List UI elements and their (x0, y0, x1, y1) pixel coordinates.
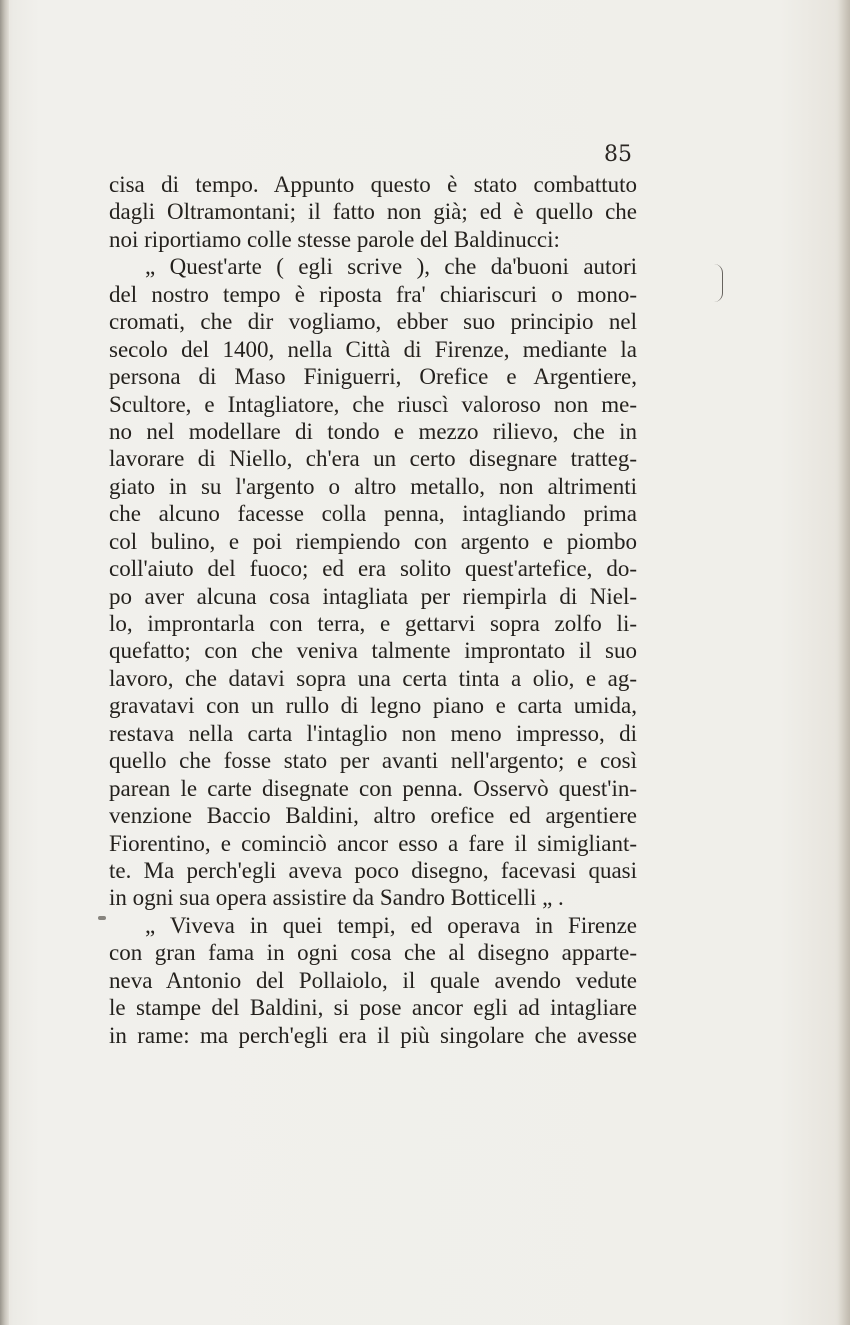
text-line: persona di Maso Finiguerri, Orefice e Argentiere, (109, 364, 637, 390)
text-line: quefatto; con che veniva talmente improntato il suo (109, 638, 637, 664)
text-line: quello che fosse stato per avanti nell'argento; e così (109, 748, 637, 774)
text-line: in ogni sua opera assistire da Sandro Botticelli „ . (109, 885, 564, 911)
text-line: che alcuno facesse colla penna, intagliando prima (109, 501, 637, 527)
page-left-edge (0, 0, 9, 1325)
text-line: secolo del 1400, nella Città di Firenze, mediante la (109, 336, 637, 362)
text-line: po aver alcuna cosa intagliata per riempirla di Niel- (109, 583, 637, 609)
text-line: del nostro tempo è riposta fra' chiariscuri o mono- (109, 281, 637, 307)
text-line: parean le carte disegnate con penna. Osservò quest'in- (109, 775, 637, 801)
text-line: le stampe del Baldini, si pose ancor egli ad intagliare (109, 995, 637, 1021)
text-line: venzione Baccio Baldini, altro orefice ed argentiere (109, 803, 637, 829)
margin-pencil-mark (714, 264, 723, 302)
text-line: noi riportiamo colle stesse parole del Baldinucci: (109, 226, 560, 252)
text-line: „ Viveva in quei tempi, ed operava in Firenze (145, 912, 637, 938)
body-text (109, 171, 637, 1049)
text-line: in rame: ma perch'egli era il più singolare che avesse (109, 1022, 637, 1048)
text-line: dagli Oltramontani; il fatto non già; ed è quello che (109, 199, 637, 225)
text-line: giato in su l'argento o altro metallo, non altrimenti (109, 473, 637, 499)
text-line: col bulino, e poi riempiendo con argento e piombo (109, 528, 637, 554)
text-line: Fiorentino, e cominciò ancor esso a fare il simigliant- (109, 830, 637, 856)
ink-spot (98, 916, 106, 920)
text-line: con gran fama in ogni cosa che al disegno apparte- (109, 940, 637, 966)
text-line: cromati, che dir vogliamo, ebber suo principio nel (109, 309, 637, 335)
page-number: 85 (604, 142, 632, 167)
text-line: te. Ma perch'egli aveva poco disegno, facevasi quasi (109, 857, 637, 883)
text-line: „ Quest'arte ( egli scrive ), che da'buoni autori (145, 254, 637, 280)
text-line: no nel modellare di tondo e mezzo rilievo, che in (109, 418, 637, 444)
text-line: coll'aiuto del fuoco; ed era solito quest'artefice, do- (109, 556, 637, 582)
text-line: lavorare di Niello, ch'era un certo disegnare tratteg- (109, 446, 637, 472)
text-line: Scultore, e Intagliatore, che riuscì valoroso non me- (109, 391, 637, 417)
text-line: restava nella carta l'intaglio non meno impresso, di (109, 720, 637, 746)
text-line: cisa di tempo. Appunto questo è stato combattuto (109, 172, 637, 197)
page-right-shadow (838, 0, 850, 1325)
text-line: lo, improntarla con terra, e gettarvi sopra zolfo li- (109, 611, 637, 636)
text-line: neva Antonio del Pollaiolo, il quale avendo vedute (109, 967, 637, 993)
text-line: lavoro, che datavi sopra una certa tinta a olio, e ag- (109, 665, 637, 691)
text-line: gravatavi con un rullo di legno piano e carta umida, (109, 693, 637, 719)
